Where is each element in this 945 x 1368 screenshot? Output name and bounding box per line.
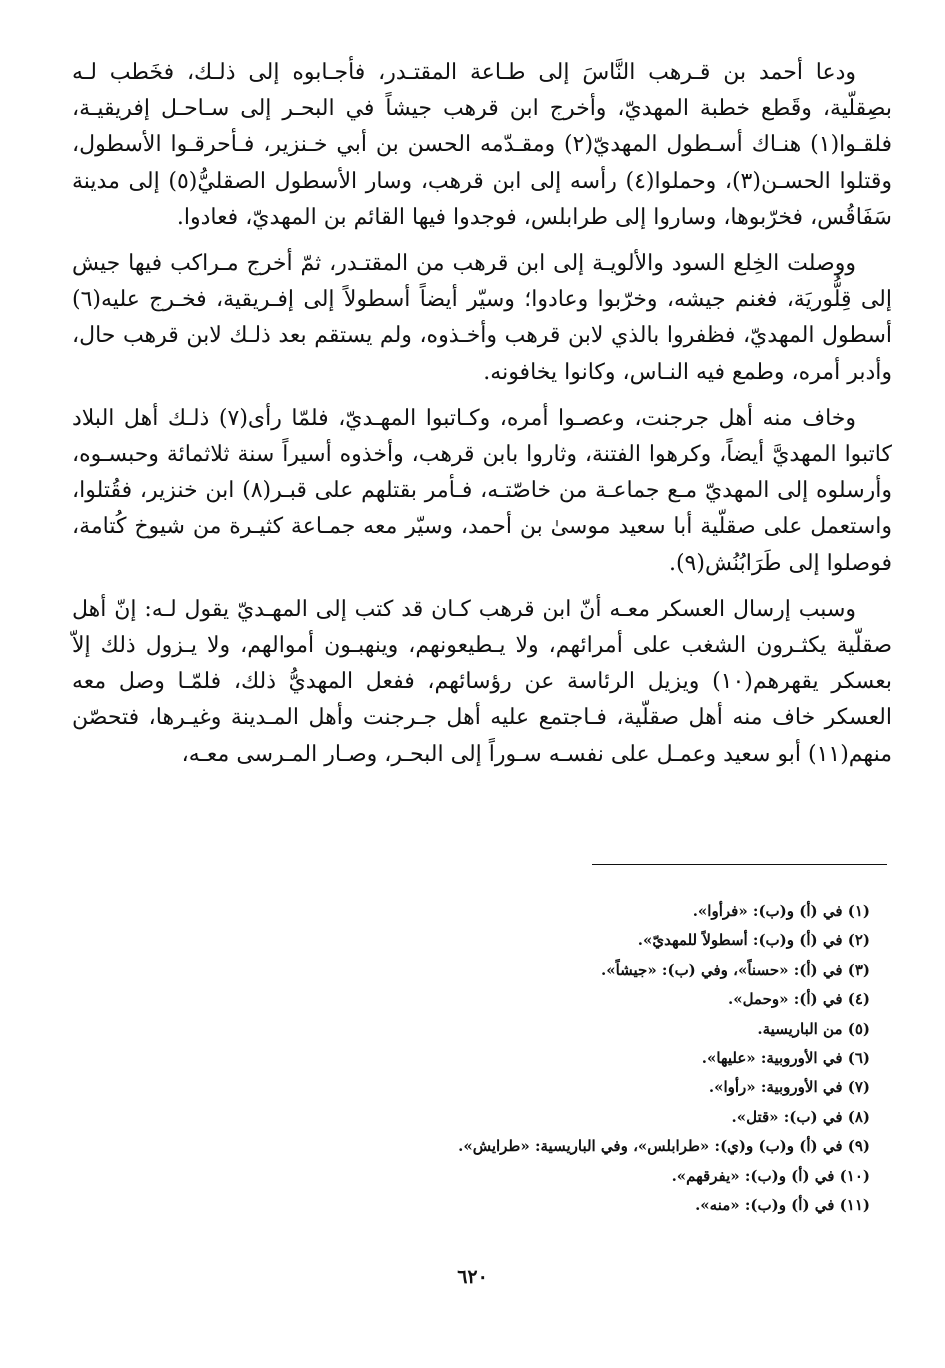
footnote-6: (٦) في الأوروبية: «عليها». xyxy=(701,1049,870,1068)
paragraph-text: وسبب إرسال العسكر معـه أنّ ابن قرهب كـان قد كتب إلى المهـديّ يقول لـه: إنّ أهل صقلّية يكثـرون الشغب على أمرائهم، ولا يـطيعونهم، وينهبـون أموالهم، ولا يـزول ذلك إلاّ بعسكر يقهرهم(١٠) ويزيل الرئاسة عن رؤسائهم، ففعل المهديُّ ذلك، فلمّـا وصل معه العسكر خاف منه أهل صقلّية، فـاجتمع عليه أهل جـرجنت وأهل المـدينة وغيـرها، فتحصّن منهم(١١) أبو سعيد وعمـل على نفسـه سـوراً إلى البحـر، وصـار المـرسى معـه، xyxy=(72,596,892,767)
footnote-7: (٧) في الأوروبية: «رأوا». xyxy=(708,1078,870,1097)
page-number: ٦٢٠ xyxy=(457,1266,488,1288)
footnote-8: (٨) في (ب): «قتل». xyxy=(731,1107,870,1126)
footnote-10: (١٠) في (أ) و(ب): «يفرقهم». xyxy=(671,1166,870,1185)
paragraph-2 xyxy=(72,246,892,391)
footnotes xyxy=(200,897,870,1220)
footnote-separator xyxy=(592,864,887,865)
footnote-9: (٩) في (أ) و(ب) و(ي): «طرابلس»، وفي الباريسية: «طرايش». xyxy=(458,1137,870,1156)
footnote-2: (٢) في (أ) و(ب): أسطولاً للمهديّ». xyxy=(637,931,870,950)
footnote-5: (٥) من الباريسية. xyxy=(757,1019,870,1038)
paragraph-4 xyxy=(72,592,892,773)
footnote-3: (٣) في (أ): «حسناً»، وفي (ب): «جيشاً». xyxy=(600,960,870,979)
paragraph-text: ودعا أحمد بن قـرهب النَّاسَ إلى طـاعة المقتـدر، فأجـابوه إلى ذلـك، فخَطب لـه بصِقلّية، وقَطع خطبة المهديّ، وأخرج ابن قرهب جيشاً في البحـر إلى سـاحـل إفريقيـة، فلقـوا(١) هنـاك أسـطول المهديّ(٢) ومقـدّمه الحسن بن أبي خـنزير، فـأحرقـوا الأسطول، وقتلوا الحسـن(٣)، وحملوا(٤) رأسه إلى ابن قرهب، وسار الأسطول الصقليُّ(٥) إلى مدينة سَفَاقُس، فخرّبوها، وساروا إلى طرابلس، فوجدوا فيها القائم بن المهديّ، فعادوا. xyxy=(72,60,893,230)
paragraph-1 xyxy=(72,55,892,236)
paragraph-text: ووصلت الخِلع السود والألويـة إلى ابن قرهب من المقتـدر، ثمّ أخرج مـراكب فيها جيش إلى قِلُّوريَة، فغنم جيشه، وخرّبوا وعادوا؛ وسيّر أيضاً أسطولاً إلى إفـريقية، فخـرج عليه(٦) أسطول المهديّ، فظفروا بالذي لابن قرهب وأخـذوه، ولم يستقم بعد ذلـك لابن قرهب حال، وأدبر أمره، وطمع فيه النـاس، وكانوا يخافونه. xyxy=(72,251,892,385)
paragraph-3 xyxy=(72,401,892,582)
footnote-11: (١١) في (أ) و(ب): «منه». xyxy=(695,1196,870,1215)
main-text xyxy=(72,55,892,783)
footnote-4: (٤) في (أ): «وحمل». xyxy=(727,990,870,1009)
footnote-1: (١) في (أ) و(ب): «فرأوا». xyxy=(692,902,870,920)
paragraph-text: وخاف منه أهل جرجنت، وعصـوا أمره، وكـاتبوا المهـديّ، فلمّا رأى(٧) ذلـك أهل البلاد كاتبوا المهديَّ أيضاً، وكرهوا الفتنة، وثاروا بابن قرهب، وأخذوه أسيراً سنة ثلاثمائة وحبسـوه، وأرسلوه إلى المهديّ مـع جماعـة من خاصّتـه، فـأمر بقتلهم على قبـر(٨) ابن خنزير، فقُتلوا، واستعمل على صقلّية أبا سعيد موسىٰ بن أحمد، وسيّر معه جمـاعة كثيـرة من شيوخ كُتامة، فوصلوا إلى طَرَابُنُش(٩). xyxy=(72,405,892,576)
